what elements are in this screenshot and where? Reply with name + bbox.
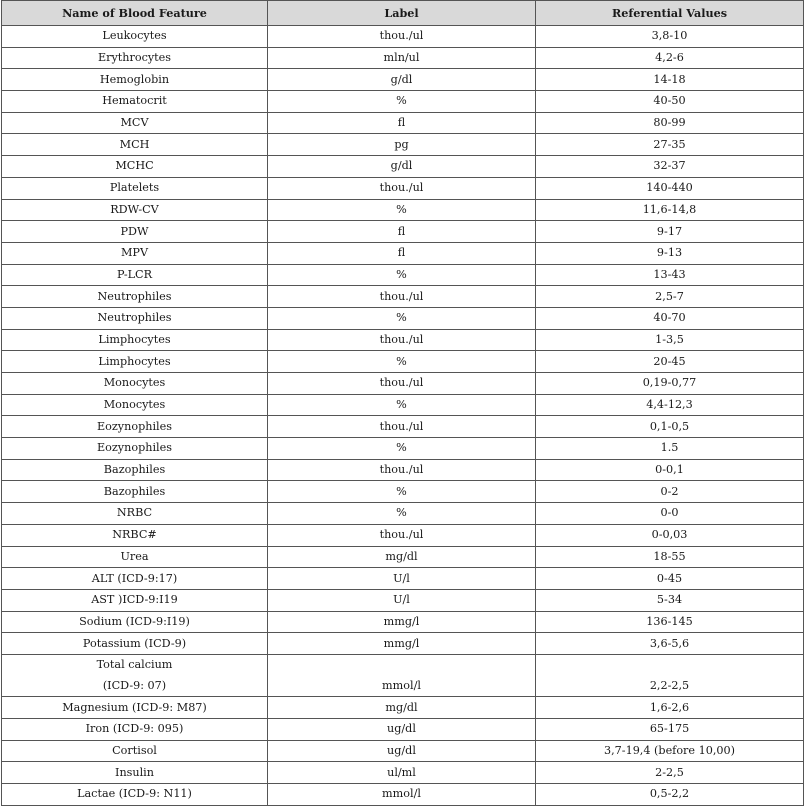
cell-value: 0,1-0,5 [536, 416, 804, 438]
table-row [2, 589, 804, 611]
cell-name: Leukocytes [2, 26, 268, 48]
cell-label: % [268, 264, 536, 286]
table-row [2, 26, 804, 48]
table-row [2, 134, 804, 156]
table-row [2, 611, 804, 633]
table-row [2, 568, 804, 590]
table-row [2, 394, 804, 416]
cell-value: 65-175 [536, 719, 804, 741]
table-row [2, 264, 804, 286]
header-row [2, 1, 804, 26]
table-row [2, 47, 804, 69]
cell-name: Neutrophiles [2, 307, 268, 329]
cell-name: Monocytes [2, 394, 268, 416]
header-values: Referential Values [536, 1, 804, 26]
cell-value: 2,2-2,5 [536, 676, 804, 697]
cell-name: Iron (ICD-9: 095) [2, 719, 268, 741]
cell-label: % [268, 351, 536, 373]
cell-label: fl [268, 112, 536, 134]
cell-value: 18-55 [536, 546, 804, 568]
cell-label: mmol/l [268, 676, 536, 697]
cell-label: thou./ul [268, 373, 536, 395]
table-row [2, 524, 804, 546]
cell-label: % [268, 91, 536, 113]
cell-value: 0-0,03 [536, 524, 804, 546]
table-row [2, 351, 804, 373]
cell-name: MCHC [2, 156, 268, 178]
cell-name: Bazophiles [2, 481, 268, 503]
cell-value: 2-2,5 [536, 762, 804, 784]
cell-label [268, 654, 536, 675]
cell-value: 1.5 [536, 438, 804, 460]
table-row [2, 416, 804, 438]
cell-value: 4,2-6 [536, 47, 804, 69]
cell-name: P-LCR [2, 264, 268, 286]
cell-name: MPV [2, 242, 268, 264]
cell-name: (ICD-9: 07) [2, 676, 268, 697]
table-row [2, 199, 804, 221]
blood-reference-table [1, 0, 804, 806]
table-row [2, 546, 804, 568]
cell-value: 14-18 [536, 69, 804, 91]
header-name: Name of Blood Feature [2, 1, 268, 26]
cell-label: % [268, 503, 536, 525]
table-row [2, 719, 804, 741]
cell-value [536, 654, 804, 675]
cell-value: 140-440 [536, 177, 804, 199]
cell-value: 0-0 [536, 503, 804, 525]
cell-label: thou./ul [268, 286, 536, 308]
cell-value: 27-35 [536, 134, 804, 156]
table-row [2, 762, 804, 784]
cell-value: 40-50 [536, 91, 804, 113]
cell-label: ug/dl [268, 740, 536, 762]
cell-name: Limphocytes [2, 351, 268, 373]
cell-value: 0,19-0,77 [536, 373, 804, 395]
table-row [2, 156, 804, 178]
cell-label: ul/ml [268, 762, 536, 784]
cell-value: 3,8-10 [536, 26, 804, 48]
cell-label: fl [268, 221, 536, 243]
cell-value: 136-145 [536, 611, 804, 633]
cell-name: AST )ICD-9:I19 [2, 589, 268, 611]
table-row [2, 481, 804, 503]
table-row [2, 329, 804, 351]
table-row [2, 740, 804, 762]
table-row [2, 177, 804, 199]
table-row [2, 654, 804, 675]
cell-name: Platelets [2, 177, 268, 199]
cell-value: 13-43 [536, 264, 804, 286]
table-row [2, 459, 804, 481]
cell-value: 40-70 [536, 307, 804, 329]
cell-label: g/dl [268, 69, 536, 91]
cell-label: mln/ul [268, 47, 536, 69]
cell-label: pg [268, 134, 536, 156]
cell-value: 80-99 [536, 112, 804, 134]
cell-name: PDW [2, 221, 268, 243]
table-row [2, 373, 804, 395]
cell-label: mg/dl [268, 546, 536, 568]
cell-value: 11,6-14,8 [536, 199, 804, 221]
cell-label: g/dl [268, 156, 536, 178]
cell-value: 20-45 [536, 351, 804, 373]
cell-name: Hemoglobin [2, 69, 268, 91]
cell-label: mmol/l [268, 784, 536, 806]
table-body [2, 26, 804, 806]
cell-value: 9-13 [536, 242, 804, 264]
cell-name: Lactae (ICD-9: N11) [2, 784, 268, 806]
cell-name: Insulin [2, 762, 268, 784]
table-row [2, 112, 804, 134]
cell-name: MCH [2, 134, 268, 156]
cell-label: ug/dl [268, 719, 536, 741]
cell-label: U/l [268, 568, 536, 590]
cell-name: Cortisol [2, 740, 268, 762]
cell-value: 0-0,1 [536, 459, 804, 481]
table-row [2, 503, 804, 525]
cell-name: Monocytes [2, 373, 268, 395]
cell-label: % [268, 307, 536, 329]
cell-label: thou./ul [268, 26, 536, 48]
table-row [2, 91, 804, 113]
table-row [2, 307, 804, 329]
cell-label: thou./ul [268, 524, 536, 546]
cell-name: NRBC [2, 503, 268, 525]
cell-label: thou./ul [268, 329, 536, 351]
cell-value: 32-37 [536, 156, 804, 178]
table-row [2, 221, 804, 243]
cell-label: mg/dl [268, 697, 536, 719]
cell-label: % [268, 481, 536, 503]
cell-name: Bazophiles [2, 459, 268, 481]
table-row [2, 242, 804, 264]
cell-name: Potassium (ICD-9) [2, 633, 268, 655]
cell-name: Erythrocytes [2, 47, 268, 69]
cell-label: mmg/l [268, 611, 536, 633]
cell-value: 1,6-2,6 [536, 697, 804, 719]
cell-label: % [268, 438, 536, 460]
cell-name: Magnesium (ICD-9: M87) [2, 697, 268, 719]
cell-value: 3,6-5,6 [536, 633, 804, 655]
cell-label: thou./ul [268, 416, 536, 438]
header-label: Label [268, 1, 536, 26]
table-row [2, 286, 804, 308]
cell-label: thou./ul [268, 177, 536, 199]
cell-name: RDW-CV [2, 199, 268, 221]
cell-name: Neutrophiles [2, 286, 268, 308]
cell-name: Eozynophiles [2, 416, 268, 438]
cell-value: 4,4-12,3 [536, 394, 804, 416]
cell-name: Sodium (ICD-9:I19) [2, 611, 268, 633]
cell-name: Limphocytes [2, 329, 268, 351]
cell-label: thou./ul [268, 459, 536, 481]
cell-value: 1-3,5 [536, 329, 804, 351]
cell-value: 0,5-2,2 [536, 784, 804, 806]
cell-name: NRBC# [2, 524, 268, 546]
table-row [2, 633, 804, 655]
cell-value: 0-45 [536, 568, 804, 590]
cell-name: MCV [2, 112, 268, 134]
table-row [2, 697, 804, 719]
cell-name: ALT (ICD-9:17) [2, 568, 268, 590]
cell-name: Eozynophiles [2, 438, 268, 460]
cell-label: % [268, 394, 536, 416]
cell-label: fl [268, 242, 536, 264]
cell-value: 5-34 [536, 589, 804, 611]
cell-name: Total calcium [2, 654, 268, 675]
cell-value: 3,7-19,4 (before 10,00) [536, 740, 804, 762]
table-row [2, 676, 804, 697]
cell-label: U/l [268, 589, 536, 611]
cell-value: 0-2 [536, 481, 804, 503]
cell-value: 9-17 [536, 221, 804, 243]
cell-value: 2,5-7 [536, 286, 804, 308]
table-row [2, 784, 804, 806]
cell-name: Hematocrit [2, 91, 268, 113]
cell-label: mmg/l [268, 633, 536, 655]
table-row [2, 69, 804, 91]
table-row [2, 438, 804, 460]
cell-name: Urea [2, 546, 268, 568]
cell-label: % [268, 199, 536, 221]
